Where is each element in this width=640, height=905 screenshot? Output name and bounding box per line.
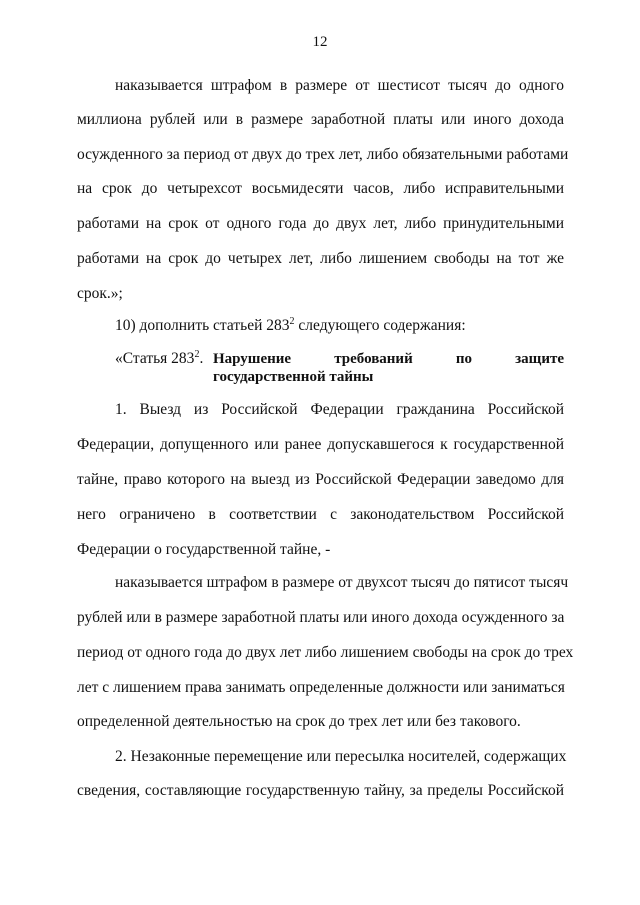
text-line: тайне, право которого на выезд из Российской Федерации заведомо для [77, 471, 564, 488]
text-line: наказывается штрафом в размере от шестисот тысяч до одного [115, 77, 564, 94]
article-title-line: государственной тайны [213, 369, 374, 385]
text-line: 2. Незаконные перемещение или пересылка носителей, содержащих [115, 748, 567, 765]
page-number: 12 [312, 34, 328, 50]
text-line: определенной деятельностью на срок до трех лет или без такового. [77, 713, 521, 730]
amendment-item [115, 317, 466, 335]
article-label: «Статья 283 [115, 350, 195, 367]
text-line: на срок до четырехсот восьмидесяти часов, либо исправительными [77, 180, 564, 197]
text-line: Федерации, допущенного или ранее допускавшегося к государственной [77, 436, 564, 453]
text-line: срок.»; [77, 285, 123, 302]
text-line: наказывается штрафом в размере от двухсот тысяч до пятисот тысяч [115, 574, 569, 591]
text-line: миллиона рублей или в размере заработной платы или иного дохода [77, 111, 564, 128]
text-line: работами на срок от одного года до двух лет, либо принудительными [77, 215, 564, 232]
article-title-line: Нарушение требований по защите [213, 351, 564, 367]
text-line: работами на срок до четырех лет, либо лишением свободы на тот же [77, 250, 564, 267]
text-line: период от одного года до двух лет либо лишением свободы на срок до трех [77, 644, 574, 661]
amendment-text: 10) дополнить статьей 283 [115, 317, 290, 334]
article-label-dot: . [199, 350, 204, 367]
text-line: лет с лишением права занимать определенные должности или заниматься [77, 679, 565, 696]
amendment-text: следующего содержания: [294, 317, 466, 334]
text-line: Федерации о государственной тайне, - [77, 541, 331, 558]
article-number [115, 350, 203, 368]
text-line: него ограничено в соответствии с законодательством Российской [77, 506, 564, 523]
text-line: осужденного за период от двух до трех лет, либо обязательными работами [77, 146, 569, 163]
text-line: рублей или в размере заработной платы или иного дохода осужденного за [77, 609, 565, 626]
text-line: сведения, составляющие государственную тайну, за пределы Российской [77, 782, 564, 799]
superscript: 2 [194, 348, 200, 360]
text-line: 1. Выезд из Российской Федерации гражданина Российской [115, 401, 564, 418]
superscript: 2 [289, 315, 295, 327]
